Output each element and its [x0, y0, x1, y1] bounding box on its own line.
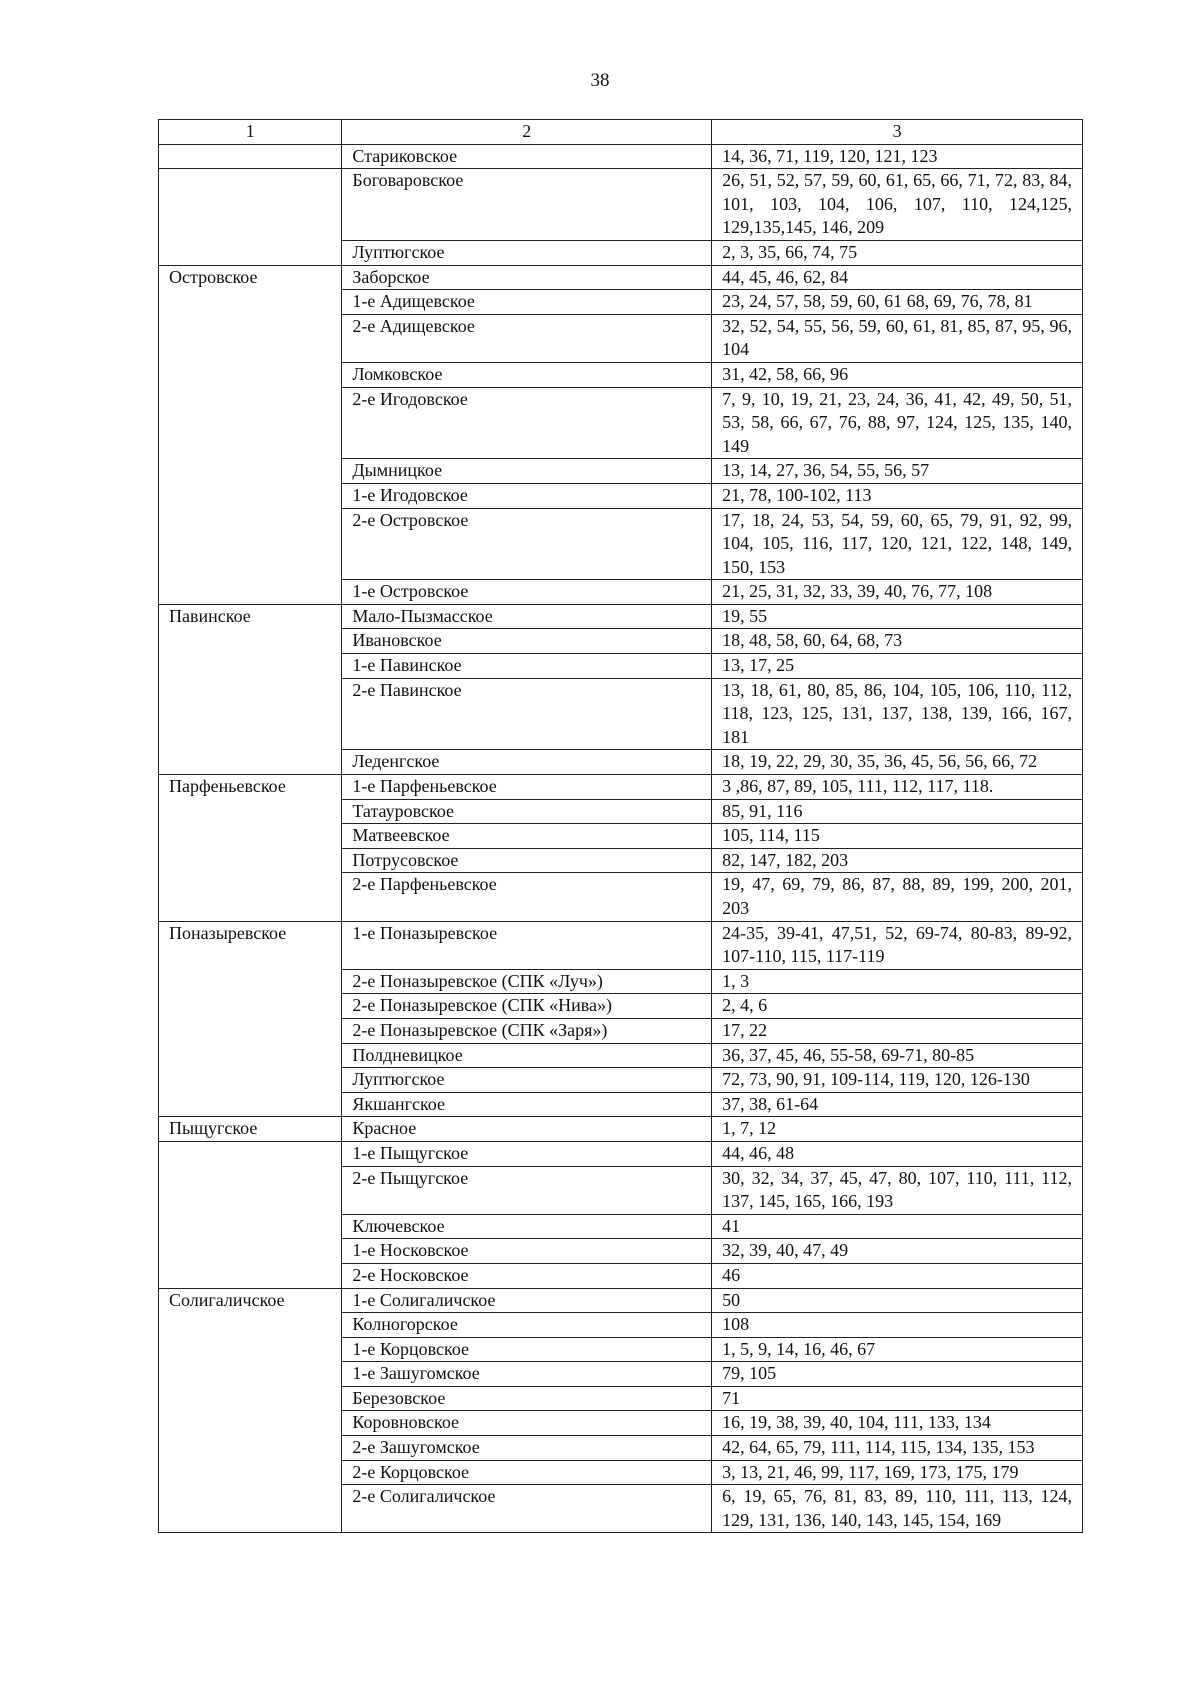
- settlement-name-cell: 2-е Поназыревское (СПК «Нива»): [342, 994, 712, 1019]
- table-row: [159, 1117, 1083, 1142]
- settlement-name-cell: Дымницкое: [342, 459, 712, 484]
- numbers-cell: 1, 7, 12: [712, 1117, 1083, 1142]
- header-col-3: 3: [712, 120, 1083, 145]
- region-cell: [159, 799, 342, 824]
- table-row: [159, 169, 1083, 241]
- table-row: [159, 144, 1083, 169]
- numbers-cell: 44, 46, 48: [712, 1141, 1083, 1166]
- settlement-name-cell: Луптюгское: [342, 1068, 712, 1093]
- region-cell: [159, 994, 342, 1019]
- table-row: [159, 1068, 1083, 1093]
- table-row: [159, 1166, 1083, 1214]
- settlement-name-cell: Леденгское: [342, 750, 712, 775]
- settlement-name-cell: Коровновское: [342, 1411, 712, 1436]
- settlement-name-cell: Татауровское: [342, 799, 712, 824]
- numbers-cell: 2, 3, 35, 66, 74, 75: [712, 240, 1083, 265]
- region-cell: [159, 1092, 342, 1117]
- region-cell: [159, 169, 342, 241]
- numbers-cell: 31, 42, 58, 66, 96: [712, 362, 1083, 387]
- table-row: [159, 994, 1083, 1019]
- numbers-cell: 85, 91, 116: [712, 799, 1083, 824]
- region-cell: [159, 848, 342, 873]
- table-row: [159, 629, 1083, 654]
- settlement-name-cell: 2-е Пыщугское: [342, 1166, 712, 1214]
- region-cell: [159, 483, 342, 508]
- region-cell: [159, 750, 342, 775]
- numbers-cell: 23, 24, 57, 58, 59, 60, 61 68, 69, 76, 78, 81: [712, 290, 1083, 315]
- settlement-name-cell: Матвеевское: [342, 824, 712, 849]
- numbers-cell: 17, 22: [712, 1018, 1083, 1043]
- table-row: [159, 240, 1083, 265]
- settlement-name-cell: 2-е Корцовское: [342, 1460, 712, 1485]
- settlement-name-cell: 1-е Зашугомское: [342, 1362, 712, 1387]
- settlement-name-cell: Луптюгское: [342, 240, 712, 265]
- region-cell: [159, 824, 342, 849]
- numbers-cell: 82, 147, 182, 203: [712, 848, 1083, 873]
- table-row: [159, 1288, 1083, 1313]
- region-cell: Пыщугское: [159, 1117, 342, 1142]
- region-cell: [159, 144, 342, 169]
- settlement-name-cell: 1-е Адищевское: [342, 290, 712, 315]
- table-row: [159, 1337, 1083, 1362]
- region-cell: [159, 1214, 342, 1239]
- numbers-cell: 7, 9, 10, 19, 21, 23, 24, 36, 41, 42, 49, 50, 51, 53, 58, 66, 67, 76, 88, 97, 124, 125, 135, 140, 149: [712, 387, 1083, 459]
- numbers-cell: 21, 78, 100-102, 113: [712, 483, 1083, 508]
- table-row: [159, 1362, 1083, 1387]
- numbers-cell: 6, 19, 65, 76, 81, 83, 89, 110, 111, 113, 124, 129, 131, 136, 140, 143, 145, 154, 169: [712, 1485, 1083, 1533]
- table-row: [159, 678, 1083, 750]
- numbers-cell: 19, 55: [712, 604, 1083, 629]
- header-col-2: 2: [342, 120, 712, 145]
- settlement-name-cell: 2-е Поназыревское (СПК «Луч»): [342, 969, 712, 994]
- numbers-cell: 32, 39, 40, 47, 49: [712, 1239, 1083, 1264]
- region-cell: Островское: [159, 265, 342, 290]
- region-cell: [159, 580, 342, 605]
- region-cell: [159, 969, 342, 994]
- region-cell: [159, 1362, 342, 1387]
- table-row: [159, 459, 1083, 484]
- region-cell: [159, 629, 342, 654]
- settlement-name-cell: 1-е Солигаличское: [342, 1288, 712, 1313]
- table-row: [159, 387, 1083, 459]
- region-cell: [159, 290, 342, 315]
- region-cell: [159, 387, 342, 459]
- numbers-cell: 18, 48, 58, 60, 64, 68, 73: [712, 629, 1083, 654]
- numbers-cell: 24-35, 39-41, 47,51, 52, 69-74, 80-83, 89-92, 107-110, 115, 117-119: [712, 921, 1083, 969]
- settlement-name-cell: Ключевское: [342, 1214, 712, 1239]
- settlement-name-cell: Колногорское: [342, 1313, 712, 1338]
- numbers-cell: 13, 14, 27, 36, 54, 55, 56, 57: [712, 459, 1083, 484]
- settlement-name-cell: 2-е Поназыревское (СПК «Заря»): [342, 1018, 712, 1043]
- settlement-name-cell: 1-е Островское: [342, 580, 712, 605]
- numbers-cell: 71: [712, 1386, 1083, 1411]
- table-row: [159, 873, 1083, 921]
- table-row: [159, 1485, 1083, 1533]
- numbers-cell: 108: [712, 1313, 1083, 1338]
- settlement-name-cell: Ивановское: [342, 629, 712, 654]
- settlement-name-cell: Якшангское: [342, 1092, 712, 1117]
- table-row: [159, 775, 1083, 800]
- settlement-name-cell: 2-е Игодовское: [342, 387, 712, 459]
- region-cell: [159, 1018, 342, 1043]
- numbers-cell: 36, 37, 45, 46, 55-58, 69-71, 80-85: [712, 1043, 1083, 1068]
- table-row: [159, 290, 1083, 315]
- region-cell: [159, 678, 342, 750]
- region-cell: [159, 1386, 342, 1411]
- settlement-name-cell: Потрусовское: [342, 848, 712, 873]
- settlement-name-cell: 1-е Поназыревское: [342, 921, 712, 969]
- numbers-cell: 17, 18, 24, 53, 54, 59, 60, 65, 79, 91, 92, 99, 104, 105, 116, 117, 120, 121, 122, 148, 149, 150, 153: [712, 508, 1083, 580]
- header-col-1: 1: [159, 120, 342, 145]
- region-cell: [159, 873, 342, 921]
- settlement-name-cell: 2-е Павинское: [342, 678, 712, 750]
- numbers-cell: 3 ,86, 87, 89, 105, 111, 112, 117, 118.: [712, 775, 1083, 800]
- settlement-name-cell: 2-е Зашугомское: [342, 1436, 712, 1461]
- settlement-name-cell: 2-е Парфеньевское: [342, 873, 712, 921]
- settlement-name-cell: Полдневицкое: [342, 1043, 712, 1068]
- region-cell: [159, 1313, 342, 1338]
- numbers-cell: 32, 52, 54, 55, 56, 59, 60, 61, 81, 85, 87, 95, 96, 104: [712, 314, 1083, 362]
- region-cell: [159, 1337, 342, 1362]
- table-row: [159, 921, 1083, 969]
- region-cell: [159, 1436, 342, 1461]
- table-row: [159, 799, 1083, 824]
- settlement-name-cell: 1-е Павинское: [342, 654, 712, 679]
- region-cell: [159, 508, 342, 580]
- settlement-name-cell: Ломковское: [342, 362, 712, 387]
- table-row: [159, 362, 1083, 387]
- region-cell: [159, 1043, 342, 1068]
- numbers-cell: 13, 18, 61, 80, 85, 86, 104, 105, 106, 110, 112, 118, 123, 125, 131, 137, 138, 139, 166, 167, 181: [712, 678, 1083, 750]
- numbers-cell: 105, 114, 115: [712, 824, 1083, 849]
- region-cell: [159, 1166, 342, 1214]
- numbers-cell: 37, 38, 61-64: [712, 1092, 1083, 1117]
- settlement-name-cell: 2-е Островское: [342, 508, 712, 580]
- settlement-name-cell: 1-е Игодовское: [342, 483, 712, 508]
- region-cell: Солигаличское: [159, 1288, 342, 1313]
- table-row: [159, 314, 1083, 362]
- page-number: 38: [590, 70, 610, 91]
- numbers-cell: 72, 73, 90, 91, 109-114, 119, 120, 126-130: [712, 1068, 1083, 1093]
- settlement-name-cell: 1-е Носковское: [342, 1239, 712, 1264]
- numbers-cell: 41: [712, 1214, 1083, 1239]
- table-row: [159, 848, 1083, 873]
- numbers-cell: 50: [712, 1288, 1083, 1313]
- table-row: [159, 265, 1083, 290]
- table-row: [159, 604, 1083, 629]
- table-row: [159, 969, 1083, 994]
- table-row: [159, 1092, 1083, 1117]
- numbers-cell: 1, 5, 9, 14, 16, 46, 67: [712, 1337, 1083, 1362]
- settlement-name-cell: 2-е Адищевское: [342, 314, 712, 362]
- settlement-name-cell: Заборское: [342, 265, 712, 290]
- table-body: [159, 120, 1083, 1533]
- table-row: [159, 1018, 1083, 1043]
- numbers-cell: 14, 36, 71, 119, 120, 121, 123: [712, 144, 1083, 169]
- numbers-cell: 18, 19, 22, 29, 30, 35, 36, 45, 56, 56, 66, 72: [712, 750, 1083, 775]
- settlement-name-cell: Мало-Пызмасское: [342, 604, 712, 629]
- table-row: [159, 1043, 1083, 1068]
- settlement-name-cell: 2-е Солигаличское: [342, 1485, 712, 1533]
- settlement-name-cell: 2-е Носковское: [342, 1263, 712, 1288]
- table-row: [159, 508, 1083, 580]
- table-row: [159, 1214, 1083, 1239]
- numbers-cell: 2, 4, 6: [712, 994, 1083, 1019]
- region-cell: [159, 1411, 342, 1436]
- numbers-cell: 3, 13, 21, 46, 99, 117, 169, 173, 175, 179: [712, 1460, 1083, 1485]
- settlement-name-cell: 1-е Корцовское: [342, 1337, 712, 1362]
- region-cell: [159, 459, 342, 484]
- numbers-cell: 26, 51, 52, 57, 59, 60, 61, 65, 66, 71, 72, 83, 84, 101, 103, 104, 106, 107, 110, 124,125, 129,135,145, 146, 209: [712, 169, 1083, 241]
- table-row: [159, 750, 1083, 775]
- region-cell: [159, 1460, 342, 1485]
- settlements-table: [158, 119, 1083, 1533]
- region-cell: [159, 1141, 342, 1166]
- region-cell: [159, 240, 342, 265]
- region-cell: Парфеньевское: [159, 775, 342, 800]
- region-cell: [159, 314, 342, 362]
- region-cell: [159, 1239, 342, 1264]
- numbers-cell: 19, 47, 69, 79, 86, 87, 88, 89, 199, 200, 201, 203: [712, 873, 1083, 921]
- numbers-cell: 30, 32, 34, 37, 45, 47, 80, 107, 110, 111, 112, 137, 145, 165, 166, 193: [712, 1166, 1083, 1214]
- numbers-cell: 42, 64, 65, 79, 111, 114, 115, 134, 135, 153: [712, 1436, 1083, 1461]
- region-cell: [159, 1485, 342, 1533]
- numbers-cell: 44, 45, 46, 62, 84: [712, 265, 1083, 290]
- numbers-cell: 1, 3: [712, 969, 1083, 994]
- table-row: [159, 1313, 1083, 1338]
- table-row: [159, 1263, 1083, 1288]
- settlement-name-cell: 1-е Пыщугское: [342, 1141, 712, 1166]
- numbers-cell: 16, 19, 38, 39, 40, 104, 111, 133, 134: [712, 1411, 1083, 1436]
- region-cell: [159, 1263, 342, 1288]
- settlement-name-cell: 1-е Парфеньевское: [342, 775, 712, 800]
- table-row: [159, 1411, 1083, 1436]
- table-row: [159, 824, 1083, 849]
- table-row: [159, 1386, 1083, 1411]
- settlement-name-cell: Березовское: [342, 1386, 712, 1411]
- table-row: [159, 580, 1083, 605]
- table-row: [159, 483, 1083, 508]
- region-cell: Поназыревское: [159, 921, 342, 969]
- numbers-cell: 21, 25, 31, 32, 33, 39, 40, 76, 77, 108: [712, 580, 1083, 605]
- numbers-cell: 13, 17, 25: [712, 654, 1083, 679]
- settlement-name-cell: Стариковское: [342, 144, 712, 169]
- table-row: [159, 1436, 1083, 1461]
- numbers-cell: 79, 105: [712, 1362, 1083, 1387]
- table-row: [159, 1460, 1083, 1485]
- settlement-name-cell: Боговаровское: [342, 169, 712, 241]
- region-cell: Павинское: [159, 604, 342, 629]
- table-header-row: [159, 120, 1083, 145]
- table-row: [159, 1141, 1083, 1166]
- settlement-name-cell: Красное: [342, 1117, 712, 1142]
- region-cell: [159, 654, 342, 679]
- table-row: [159, 654, 1083, 679]
- table-row: [159, 1239, 1083, 1264]
- numbers-cell: 46: [712, 1263, 1083, 1288]
- region-cell: [159, 1068, 342, 1093]
- region-cell: [159, 362, 342, 387]
